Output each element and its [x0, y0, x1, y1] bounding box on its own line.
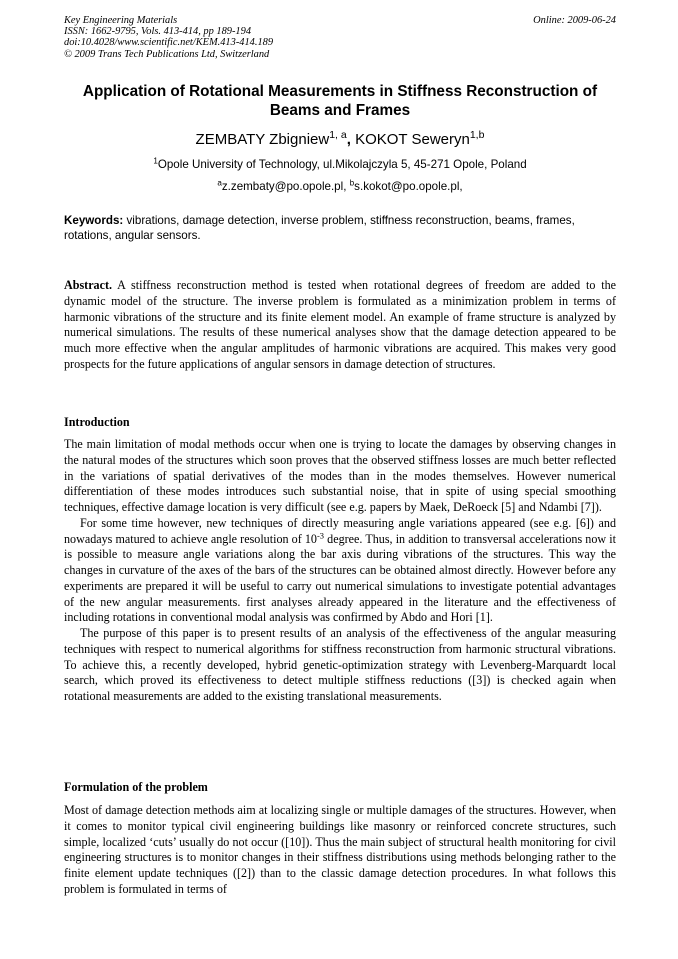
copyright-line: © 2009 Trans Tech Publications Ltd, Switzerland [64, 48, 270, 60]
paragraph-text: For some time however, new techniques of directly measuring angle variations appeared (see e.g. [6]) and nowadays matured to achieve angle resolution of 10 [64, 515, 616, 546]
keywords-text: vibrations, damage detection, inverse problem, stiffness reconstruction, beams, frames, rotations, angular sensors. [64, 214, 575, 242]
author-name: KOKOT Seweryn [355, 131, 470, 148]
author-name: ZEMBATY Zbigniew [195, 131, 330, 148]
author-affiliation-mark: 1,b [469, 129, 485, 142]
keywords [64, 214, 616, 243]
abstract [64, 278, 616, 373]
keywords-label: Keywords: [64, 214, 124, 227]
abstract-label: Abstract. [64, 278, 113, 292]
author-list [64, 131, 616, 149]
formulation-body [64, 803, 616, 898]
exponent: -3 [316, 529, 325, 540]
journal-header [64, 15, 616, 60]
section-heading-formulation: Formulation of the problem [64, 780, 208, 794]
introduction-body [64, 437, 616, 705]
paragraph: The purpose of this paper is to present results of an analysis of the effectiveness of the angular measuring techniques with respect to numerical algorithms for stiffness reconstruction from harmonic structural vibrations. To achieve this, a recently developed, hybrid genetic-optimization strategy with Levenberg-Marquardt local search, which proved its effectiveness to detect multiple stiffness reductions ([3]) is checked again when rotational measurements are added to the existing translational measurements. [64, 626, 616, 703]
email-link: z.zembaty@po.opole.pl, [221, 180, 350, 193]
email-mark: a [217, 178, 222, 188]
author-affiliation-mark: 1, a [329, 129, 347, 142]
affiliation-text: Opole University of Technology, ul.Mikolajczyla 5, 45-271 Opole, Poland [157, 158, 527, 171]
author-separator: , [346, 131, 356, 148]
email-mark: b [349, 178, 355, 188]
abstract-text: A stiffness reconstruction method is tested when rotational degrees of freedom are added to the dynamic model of the structure. The inverse problem is formulated as a minimization problem in terms of harmonic vibrations of the structure and its finite element model. An example of frame structure is analyzed by numerical simulations. The results of these numerical analyses show that the damage detection appeared to be much more effective when the angular amplitudes of harmonic vibrations are acquired. This makes very good prospects for the future applications of angular sensors in damage detection of structures. [64, 278, 616, 371]
affiliation [64, 158, 616, 172]
paragraph [64, 516, 616, 626]
affiliation-mark: 1 [153, 156, 158, 166]
email-link: s.kokot@po.opole.pl, [354, 180, 463, 193]
author-emails [64, 180, 616, 194]
issn-line: ISSN: 1662-9795, Vols. 413-414, pp 189-194 [64, 26, 252, 38]
paper-title: Application of Rotational Measurements in Stiffness Reconstruction of Beams and Frames [82, 83, 598, 119]
paragraph-text: degree. Thus, in addition to transversal accelerations now it is possible to measure angle variations along the bar axis during vibrations of the structures. This way the changes in curvature of the axes of the bars of the structures can be obtained almost directly. However before any experiments are prepared it will be useful to carry out numerical simulations to investigate potential advantages of the new angular measurements. first analyses already appeared in the literature and the effectiveness of including rotations in conventional modal analysis was confirmed by Abdo and Hori [1]. [64, 531, 616, 625]
online-date: Online: 2009-06-24 [533, 15, 616, 26]
paragraph: Most of damage detection methods aim at localizing single or multiple damages of the structures. However, when it comes to monitor typical civil engineering buildings like masonry or reinforced concrete structures, such simple, localized ‘cuts’ usually do not occur ([10]). Thus the main subject of structural health monitoring for civil engineering structures is to monitor changes in their stiffness distributions using methods belonging rather to the finite element update techniques ([2]) than to the classic damage detection procedures. In what follows this problem is formulated in terms of [64, 803, 616, 896]
section-heading-introduction: Introduction [64, 415, 130, 429]
doi-line: doi:10.4028/www.scientific.net/KEM.413-414.189 [64, 37, 274, 49]
paragraph: The main limitation of modal methods occur when one is trying to locate the damages by observing changes in the natural modes of the structures which soon proves that the observed stiffness losses are much better reflected in the variations of spatial derivatives of the modes than in the modes themselves. However numerical differentiation of these modes introduces such substantial noise, that in spite of using special smoothing techniques, effective damage location is very difficult (see e.g. papers by Maek, DeRoeck [5] and Ndambi [7]). [64, 437, 616, 514]
journal-name: Key Engineering Materials [64, 15, 178, 26]
